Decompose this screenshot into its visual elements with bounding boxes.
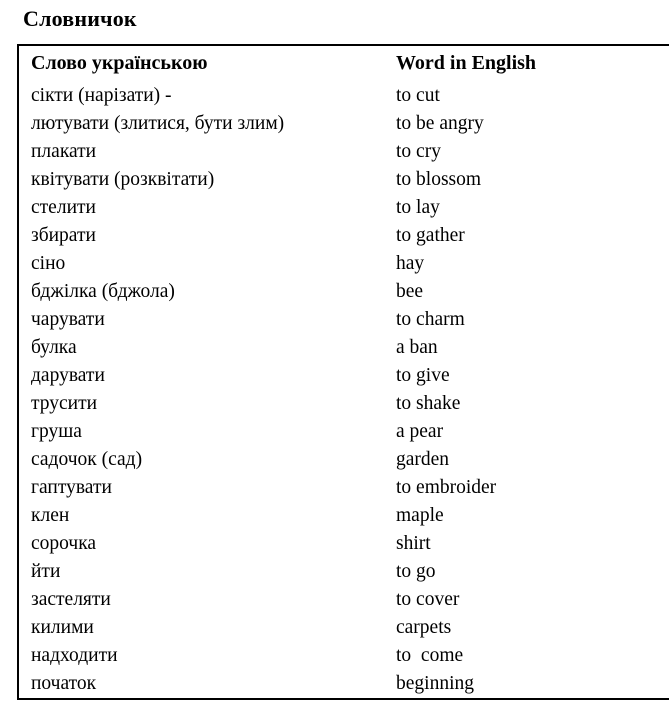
table-row [18, 642, 669, 670]
table-row [18, 138, 669, 166]
en-word-cell: to shake [396, 393, 461, 414]
table-row [18, 80, 669, 110]
uk-word-cell: збирати [31, 225, 96, 246]
uk-word-cell: квітувати (розквітати) [31, 169, 215, 190]
en-word-cell: to blossom [396, 169, 482, 190]
uk-word-cell: застеляти [31, 589, 111, 610]
table-row [18, 194, 669, 222]
en-word-cell: bee [396, 281, 424, 302]
en-word-cell: garden [396, 449, 450, 470]
header-ukrainian-word: Слово українською [31, 52, 208, 74]
en-word-cell: hay [396, 253, 425, 274]
vocabulary-table [17, 44, 669, 700]
table-header [18, 45, 669, 80]
uk-word-cell: груша [31, 421, 82, 442]
uk-word-cell: надходити [31, 645, 118, 666]
uk-word-cell: сорочка [31, 533, 97, 554]
uk-word-cell: дарувати [31, 365, 105, 386]
en-word-cell: to charm [396, 309, 465, 330]
en-word-cell: to go [396, 561, 436, 582]
table-row [18, 110, 669, 138]
table-row [18, 362, 669, 390]
table-row [18, 390, 669, 418]
uk-word-cell: булка [31, 337, 77, 358]
table-row [18, 530, 669, 558]
uk-word-cell: сікти (нарізати) - [31, 85, 172, 106]
uk-word-cell: гаптувати [31, 477, 112, 498]
en-word-cell: to gather [396, 225, 465, 246]
uk-word-cell: сіно [31, 253, 66, 274]
en-word-cell: to embroider [396, 477, 497, 498]
en-word-cell: to come [396, 645, 464, 666]
table-row [18, 418, 669, 446]
uk-word-cell: плакати [31, 141, 97, 162]
table-row [18, 586, 669, 614]
uk-word-cell: клен [31, 505, 70, 526]
uk-word-cell: чарувати [31, 309, 105, 330]
en-word-cell: to give [396, 365, 450, 386]
table-row [18, 166, 669, 194]
en-word-cell: a pear [396, 421, 444, 442]
uk-word-cell: бджілка (бджола) [31, 281, 175, 302]
table-body [18, 80, 669, 699]
en-word-cell: beginning [396, 673, 474, 694]
header-english-word: Word in English [396, 52, 537, 74]
en-word-cell: to lay [396, 197, 440, 218]
uk-word-cell: трусити [31, 393, 98, 414]
uk-word-cell: садочок (сад) [31, 449, 143, 470]
uk-word-cell: килими [31, 617, 94, 638]
table-row [18, 278, 669, 306]
uk-word-cell: стелити [31, 197, 96, 218]
page-title: Словничок [23, 6, 137, 31]
table-row [18, 558, 669, 586]
en-word-cell: shirt [396, 533, 431, 554]
table-row [18, 614, 669, 642]
en-word-cell: to be angry [396, 113, 484, 134]
table-row [18, 474, 669, 502]
uk-word-cell: початок [31, 673, 97, 694]
table-row [18, 502, 669, 530]
table-row [18, 250, 669, 278]
table-row [18, 306, 669, 334]
table-row [18, 670, 669, 699]
en-word-cell: maple [396, 505, 444, 526]
en-word-cell: to cry [396, 141, 441, 162]
uk-word-cell: лютувати (злитися, бути злим) [31, 113, 285, 134]
table-row [18, 222, 669, 250]
table-row [18, 446, 669, 474]
en-word-cell: carpets [396, 617, 452, 638]
uk-word-cell: йти [31, 561, 61, 582]
header-row [18, 45, 669, 80]
en-word-cell: to cut [396, 85, 440, 106]
en-word-cell: a ban [396, 337, 438, 358]
en-word-cell: to cover [396, 589, 460, 610]
table-row [18, 334, 669, 362]
